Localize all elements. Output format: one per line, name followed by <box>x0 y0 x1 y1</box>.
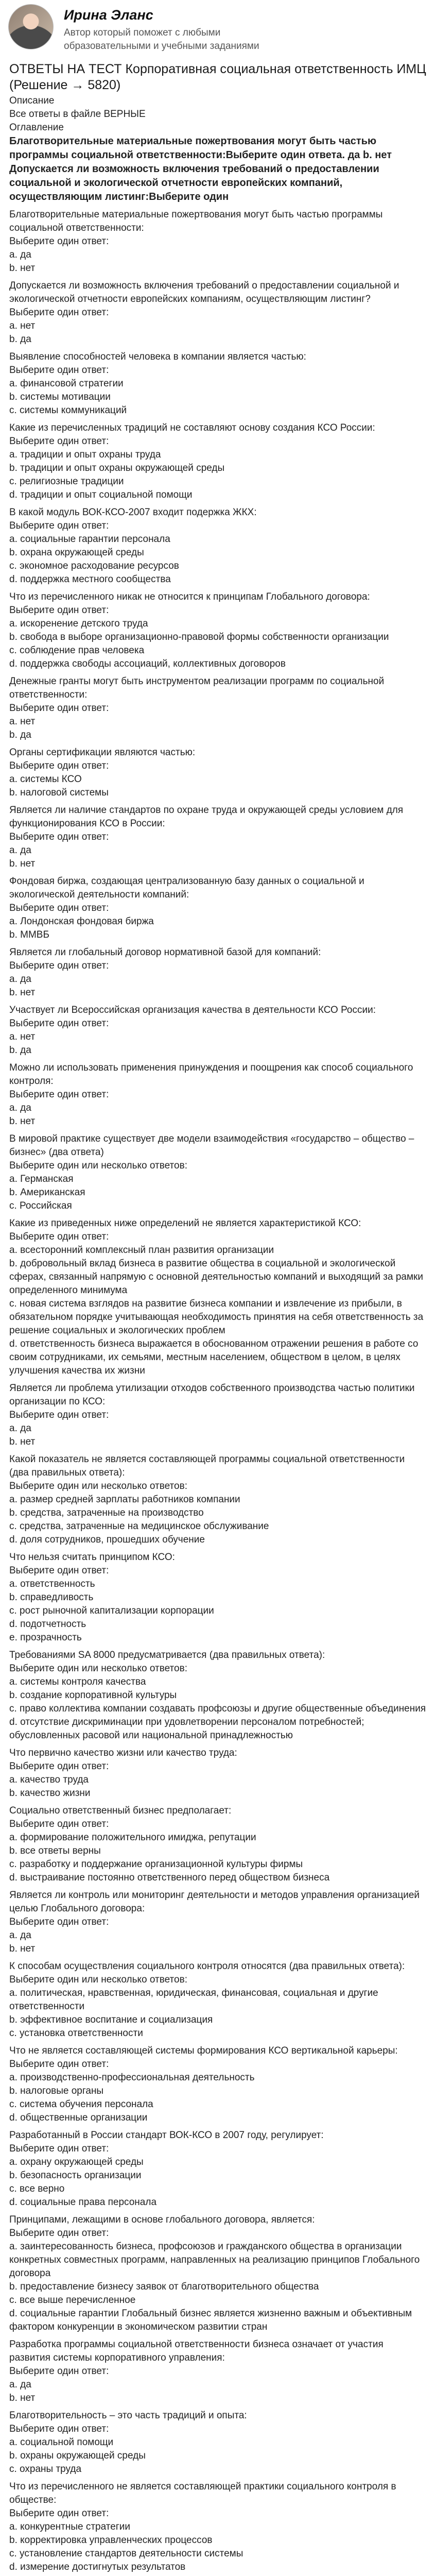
question-item <box>9 2480 427 2574</box>
answer-option: b. нет <box>9 2393 36 2403</box>
answer-option: a. нет <box>9 320 36 331</box>
question-item <box>9 875 427 942</box>
answer-option: a. да <box>9 1423 31 1434</box>
author-header <box>0 0 436 60</box>
answer-option: a. социальной помощи <box>9 2437 114 2448</box>
answer-option: a. заинтересованность бизнеса, профсоюзов и гражданского общества в организации конкретных совместных программ, направленных на реализацию принципов Глобального договора <box>9 2241 420 2279</box>
answer-option: d. социальные гарантии Глобальный бизнес является жизненно важным и объективным фактором конкуренции в экономическом развитии стран <box>9 2308 412 2332</box>
answer-option: b. охраны окружающей среды <box>9 2450 146 2461</box>
answer-option: a. нет <box>9 716 36 727</box>
question-text: Фондовая биржа, создающая централизованную базу данных о социальной и экологической деятельности компаний: <box>9 876 364 900</box>
answer-option: c. право коллектива компании создавать профсоюзы и другие общественные объединения <box>9 1703 426 1714</box>
question-text: В какой модуль ВОК-КСО-2007 входит подержка ЖКХ: <box>9 507 257 518</box>
question-hint: Выберите один ответ: <box>9 2059 109 2070</box>
answer-option: b. нет <box>9 858 36 869</box>
answer-option: a. политическая, нравственная, юридическая, финансовая, социальная и другие ответственности <box>9 1988 378 2012</box>
answer-option: b. системы мотивации <box>9 392 111 402</box>
question-item <box>9 506 427 586</box>
description-text: Все ответы в файле ВЕРНЫЕ <box>9 109 146 120</box>
question-text: В мировой практике существует две модели взаимодействия «государство – общество – бизнес» (два ответа) <box>9 1133 414 1158</box>
answer-option: c. охраны труда <box>9 2464 82 2475</box>
author-description: Автор который поможет с любыми образовательными и учебными заданиями <box>64 27 259 52</box>
answer-option: a. конкурентные стратегии <box>9 2521 130 2532</box>
answer-option: d. доля сотрудников, прошедших обучение <box>9 1534 205 1545</box>
question-text: Что нельзя считать принципом КСО: <box>9 1552 175 1563</box>
answer-option: b. безопасность организации <box>9 2170 142 2181</box>
answer-option: b. эффективное воспитание и социализация <box>9 2014 213 2025</box>
question-text: Благотворительные материальные пожертвования могут быть частью программы социальной ответственности: <box>9 209 383 233</box>
answer-option: c. установление стандартов деятельности системы <box>9 2548 243 2559</box>
answer-option: a. да <box>9 974 31 985</box>
question-hint: Выберите один ответ: <box>9 1089 109 1100</box>
author-avatar[interactable] <box>8 4 54 49</box>
question-item <box>9 1061 427 1128</box>
question-text: Что из перечисленного никак не относится к принципам Глобального договора: <box>9 591 370 602</box>
question-item <box>9 1804 427 1885</box>
question-text: Является ли наличие стандартов по охране труда и окружающей среды условием для функционирования КСО в России: <box>9 805 404 829</box>
answer-option: b. справедливость <box>9 1592 94 1603</box>
question-hint: Выберите один ответ: <box>9 1917 109 1927</box>
question-item <box>9 1889 427 1956</box>
question-text: Выявление способностей человека в компании является частью: <box>9 351 306 362</box>
question-item <box>9 804 427 871</box>
document-title: ОТВЕТЫ НА ТЕСТ Корпоративная социальная ответственность ИМЦ (Решение → 5820) <box>9 62 426 92</box>
answer-option: b. Американская <box>9 1187 85 1198</box>
question-item <box>9 2129 427 2209</box>
answer-option: e. прозрачность <box>9 1632 82 1643</box>
question-hint: Выберите один ответ: <box>9 520 109 531</box>
question-hint: Выберите один ответ: <box>9 903 109 913</box>
answer-option: a. нет <box>9 1031 36 1042</box>
question-item <box>9 946 427 999</box>
answer-option: a. да <box>9 1103 31 1113</box>
question-hint: Выберите один ответ: <box>9 1819 109 1829</box>
answer-option: b. нет <box>9 1943 36 1954</box>
answer-option: b. качество жизни <box>9 1788 91 1799</box>
question-item <box>9 2044 427 2125</box>
answer-option: a. финансовой стратегии <box>9 378 124 389</box>
answer-option: a. формирование положительного имиджа, репутации <box>9 1832 256 1843</box>
answer-option: c. все верно <box>9 2183 65 2194</box>
question-hint: Выберите один ответ: <box>9 960 109 971</box>
answer-option: b. создание корпоративной культуры <box>9 1690 177 1701</box>
question-item <box>9 746 427 800</box>
question-item <box>9 421 427 502</box>
answer-option: b. нет <box>9 1436 36 1447</box>
answer-option: b. предоставление бизнесу заявок от благотворительного общества <box>9 2281 319 2292</box>
question-item <box>9 1132 427 1213</box>
answer-option: c. соблюдение прав человека <box>9 645 145 656</box>
answer-option: c. все выше перечисленное <box>9 2295 136 2306</box>
question-item <box>9 1453 427 1547</box>
question-text: Какой показатель не является составляющей программы социальной ответственности (два правильных ответа): <box>9 1454 405 1478</box>
answer-option: d. социальные права персонала <box>9 2197 157 2208</box>
question-item <box>9 350 427 417</box>
question-text: Требованиями SA 8000 предусматривается (два правильных ответа): <box>9 1650 325 1660</box>
question-text: Разработанный в России стандарт ВОК-КСО в 2007 году, регулирует: <box>9 2130 324 2141</box>
question-text: Денежные гранты могут быть инструментом реализации программ по социальной ответственности: <box>9 676 385 700</box>
question-text: Является ли контроль или мониторинг деятельности и методов управления организацией целью Глобального договора: <box>9 1890 420 1914</box>
question-hint: Выберите один ответ: <box>9 605 109 616</box>
answer-option: a. качество труда <box>9 1774 89 1785</box>
answer-option: b. традиции и опыт охраны окружающей среды <box>9 463 225 473</box>
answer-option: c. разработку и поддержание организационной культуры фирмы <box>9 1859 303 1870</box>
answer-option: d. выстраивание постоянно ответственного перед обществом бизнеса <box>9 1872 330 1883</box>
answer-option: c. религиозные традиции <box>9 476 124 487</box>
toc-label: Оглавление <box>9 122 64 133</box>
answer-option: b. охрана окружающей среды <box>9 547 144 558</box>
answer-option: d. поддержка местного сообщества <box>9 574 171 585</box>
question-text: Какие из перечисленных традиций не составляют основу создания КСО России: <box>9 422 375 433</box>
question-hint: Выберите один ответ: <box>9 436 109 447</box>
answer-option: a. Германская <box>9 1174 74 1184</box>
question-hint: Выберите один ответ: <box>9 2228 109 2239</box>
question-text: Можно ли использовать применения принуждения и поощрения как способ социального контроля: <box>9 1062 413 1087</box>
answer-option: b. ММВБ <box>9 929 49 940</box>
question-text: Органы сертификации являются частью: <box>9 747 196 758</box>
answer-option: b. все ответы верны <box>9 1845 101 1856</box>
question-hint: Выберите один или несколько ответов: <box>9 1663 187 1674</box>
question-item <box>9 2213 427 2334</box>
question-item <box>9 279 427 346</box>
question-text: Социально ответственный бизнес предполагает: <box>9 1805 232 1816</box>
answer-option: b. добровольный вклад бизнеса в развитие общества в социальной и экологической сферах, связанный напрямую с основной деятельностью компаний и выходящий за рамки определенного минимума <box>9 1258 423 1296</box>
answer-option: a. традиции и опыт охраны труда <box>9 449 161 460</box>
answer-option: d. традиции и опыт социальной помощи <box>9 489 193 500</box>
question-hint: Выберите один ответ: <box>9 2366 109 2377</box>
intro-bold-text: Благотворительные материальные пожертвования могут быть частью программы социальной ответственности:Выберите один ответа. да b. нет Допускается ли возможность включения требований о предоставлении социальной и экологической отчетности европейских компаний, осуществляющим листинг:Выберите один <box>9 135 392 202</box>
answer-option: b. нет <box>9 1116 36 1127</box>
answer-option: b. нет <box>9 987 36 998</box>
answer-option: b. корректировка управленческих процессов <box>9 2535 213 2546</box>
question-hint: Выберите один ответ: <box>9 832 109 842</box>
question-text: Участвует ли Всероссийская организация качества в деятельности КСО России: <box>9 1005 376 1015</box>
question-item <box>9 1960 427 2040</box>
answer-option: a. да <box>9 249 31 260</box>
author-name[interactable]: Ирина Эланс <box>64 7 153 23</box>
question-hint: Выберите один ответ: <box>9 307 109 318</box>
question-hint: Выберите один ответ: <box>9 1231 109 1242</box>
answer-option: d. поддержка свободы ассоциаций, коллективных договоров <box>9 658 286 669</box>
question-item <box>9 675 427 742</box>
answer-option: c. экономное расходование ресурсов <box>9 561 179 571</box>
answer-option: d. измерение достигнутых результатов <box>9 2562 186 2572</box>
question-text: Разработка программы социальной ответственности бизнеса означает от участия развития системы корпоративного управления: <box>9 2339 383 2363</box>
question-hint: Выберите один ответ: <box>9 2508 109 2519</box>
question-hint: Выберите один ответ: <box>9 1565 109 1576</box>
question-text: Является ли проблема утилизации отходов собственного производства частью политики организации по КСО: <box>9 1383 415 1407</box>
questions-list <box>9 208 427 2576</box>
answer-option: b. налоговые органы <box>9 2086 104 2096</box>
answer-option: c. новая система взглядов на развитие бизнеса компании и извлечение из прибыли, в обязательном порядке учитывающая необходимость принятия на себя ответственность за решение социальных и экологических проблем <box>9 1298 424 1336</box>
question-item <box>9 1649 427 1742</box>
question-hint: Выберите один ответ: <box>9 2424 109 2434</box>
question-hint: Выберите один ответ: <box>9 703 109 714</box>
author-info <box>64 4 306 53</box>
answer-option: b. налоговой системы <box>9 787 109 798</box>
answer-option: a. да <box>9 2379 31 2390</box>
answer-option: d. общественные организации <box>9 2112 148 2123</box>
question-hint: Выберите один ответ: <box>9 1761 109 1772</box>
answer-option: b. нет <box>9 263 36 274</box>
answer-option: a. охрану окружающей среды <box>9 2157 144 2167</box>
question-item <box>9 1382 427 1449</box>
answer-option: c. система обучения персонала <box>9 2099 153 2110</box>
answer-option: b. средства, затраченные на производство <box>9 1507 204 1518</box>
answer-option: a. да <box>9 845 31 856</box>
description-label: Описание <box>9 95 55 106</box>
answer-option: b. да <box>9 730 31 740</box>
question-item <box>9 590 427 671</box>
question-item <box>9 2338 427 2405</box>
question-hint: Выберите один ответ: <box>9 236 109 247</box>
answer-option: a. системы КСО <box>9 774 82 785</box>
answer-option: a. всесторонний комплексный план развития организации <box>9 1245 274 1256</box>
question-text: Что первично качество жизни или качество труда: <box>9 1748 237 1758</box>
question-hint: Выберите один или несколько ответов: <box>9 1160 187 1171</box>
question-hint: Выберите один ответ: <box>9 2143 109 2154</box>
answer-option: a. да <box>9 1930 31 1941</box>
question-hint: Выберите один ответ: <box>9 365 109 376</box>
question-item <box>9 1004 427 1057</box>
question-text: Что не является составляющей системы формирования КСО вертикальной карьеры: <box>9 2045 398 2056</box>
answer-option: c. рост рыночной капитализации корпорации <box>9 1605 214 1616</box>
answer-option: c. Российская <box>9 1200 72 1211</box>
question-item <box>9 1217 427 1378</box>
answer-option: d. подотчетность <box>9 1619 86 1630</box>
question-text: Что из перечисленного не является составляющей практики социального контроля в обществе: <box>9 2481 396 2505</box>
question-item <box>9 2409 427 2476</box>
answer-option: c. установка ответственности <box>9 2028 143 2039</box>
answer-option: d. отсутствие дискриминации при удовлетворении персоналом потребностей; обусловленных расовой или национальной принадлежностью <box>9 1717 364 1741</box>
answer-option: a. производственно-профессиональная деятельность <box>9 2072 255 2083</box>
answer-option: d. ответственность бизнеса выражается в обоснованном отражении решения в работе со своим сотрудниками, их семьями, местным населением, обществом в целом, в целях улучшения качества их жизни <box>9 1338 418 1376</box>
question-text: Благотворительность – это часть традиций и опыта: <box>9 2410 247 2421</box>
question-item <box>9 1551 427 1645</box>
question-text: К способам осуществления социального контроля относятся (два правильных ответа): <box>9 1961 405 1972</box>
answer-option: b. да <box>9 334 31 345</box>
question-hint: Выберите один ответ: <box>9 1410 109 1420</box>
answer-option: a. Лондонская фондовая биржа <box>9 916 154 927</box>
question-hint: Выберите один или несколько ответов: <box>9 1481 187 1492</box>
answer-option: a. ответственность <box>9 1579 95 1589</box>
answer-option: a. размер средней зарплаты работников компании <box>9 1494 240 1505</box>
question-item <box>9 1747 427 1800</box>
question-hint: Выберите один ответ: <box>9 760 109 771</box>
answer-option: b. да <box>9 1045 31 1056</box>
answer-option: b. свобода в выборе организационно-правовой формы собственности организации <box>9 632 389 642</box>
answer-option: a. искоренение детского труда <box>9 618 148 629</box>
answer-option: a. социальные гарантии персонала <box>9 534 170 545</box>
question-text: Принципами, лежащими в основе глобального договора, является: <box>9 2214 315 2225</box>
answer-option: c. системы коммуникаций <box>9 405 127 416</box>
question-text: Какие из приведенных ниже определений не является характеристикой КСО: <box>9 1218 361 1229</box>
question-hint: Выберите один или несколько ответов: <box>9 1974 187 1985</box>
answer-option: a. системы контроля качества <box>9 1676 146 1687</box>
question-text: Является ли глобальный договор нормативной базой для компаний: <box>9 947 321 958</box>
question-hint: Выберите один ответ: <box>9 1018 109 1029</box>
document-body <box>0 61 436 2576</box>
answer-option: c. средства, затраченные на медицинское обслуживание <box>9 1521 269 1532</box>
question-text: Допускается ли возможность включения требований о предоставлении социальной и экологической отчетности европейских компаниям, осуществляющим листинг? <box>9 280 399 304</box>
question-item <box>9 208 427 275</box>
